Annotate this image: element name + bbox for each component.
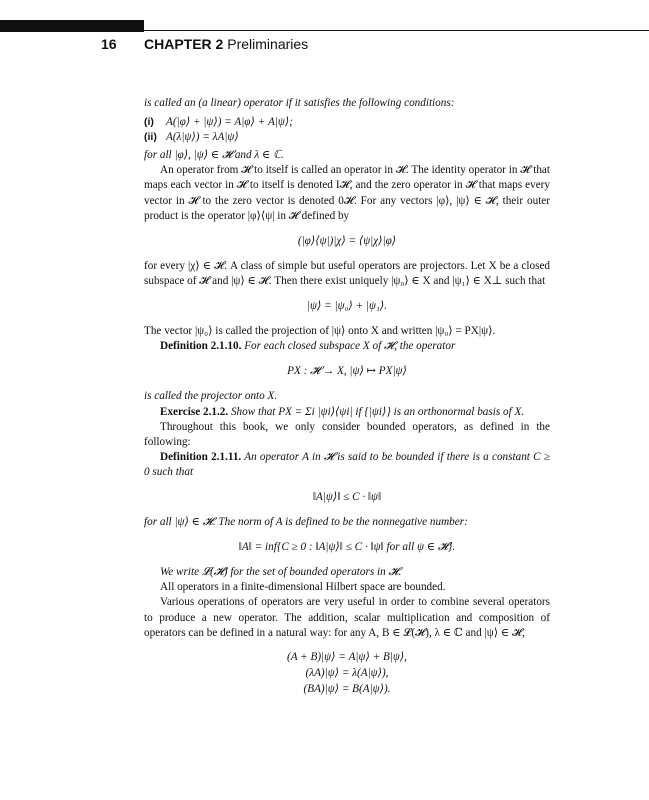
chapter-title: Preliminaries [227,36,309,52]
exercise-2-1-2 [144,405,550,420]
definition-2-1-11 [144,450,550,480]
paragraph-projectors: for every |χ⟩ ∈ 𝓗. A class of simple but useful operators are projectors. Let X be a closed subspace of 𝓗 and |ψ⟩ ∈ 𝓗. Then there exist uniquely |ψ₀⟩ ∈ X and |ψ₁⟩ ∈ X⊥ such that [144,259,550,287]
exercise-2-1-2-label: Exercise 2.1.2. [160,405,229,418]
equation-bound: ‖A|ψ⟩‖ ≤ C · ‖ψ‖ [312,490,382,503]
equation-decomposition: |ψ⟩ = |ψ₀⟩ + |ψ₁⟩. [306,300,388,313]
condition-1-formula: A(|φ⟩ + |ψ⟩) = A|φ⟩ + A|ψ⟩; [166,116,293,129]
definition-2-1-11-norm: for all |ψ⟩ ∈ 𝓗. The norm of A is defined to be the nonnegative number: [144,516,468,529]
condition-2-label: (ii) [144,131,157,144]
paragraph-finite-dim: All operators in a finite-dimensional Hilbert space are bounded. [160,581,446,594]
definition-2-1-10-label: Definition 2.1.10. [160,340,242,353]
equation-addition: (A + B)|ψ⟩ = A|ψ⟩ + B|ψ⟩, [287,650,407,663]
equation-scalar: (λA)|ψ⟩ = λ(A|ψ⟩), [305,666,389,679]
paragraph-operations: Various operations of operators are very useful in order to combine several operators to produce a new operator. The addition, scalar multiplication and composition of operators can be defined in a natural way: for any A, B ∈ 𝓛(𝓗), λ ∈ ℂ and |ψ⟩ ∈ 𝓗, [144,596,550,639]
header-rule [144,30,649,31]
condition-1 [144,115,550,130]
condition-list [144,115,550,145]
condition-2-formula: A(λ|ψ⟩) = λA|ψ⟩ [166,131,239,144]
definition-2-1-10-end: is called the projector onto X. [144,390,278,403]
page-number: 16 [101,36,117,52]
paragraph-bounded: Throughout this book, we only consider bounded operators, as defined in the following: [144,420,550,448]
running-head [144,36,308,52]
equation-composition: (BA)|ψ⟩ = B(A|ψ⟩). [303,682,391,695]
definition-2-1-11-text: An operator A in 𝓗 is said to be bounded if there is a constant C ≥ 0 such that [144,450,550,478]
definition-2-1-10-text: For each closed subspace X of 𝓗, the operator [244,340,456,353]
equation-operations [144,649,550,697]
condition-2 [144,130,550,145]
definition-2-1-11-label: Definition 2.1.11. [160,450,242,463]
exercise-2-1-2-text: Show that PX = Σi |ψi⟩⟨ψi| if {|ψi⟩} is an orthonormal basis of X. [230,405,525,418]
intro-text: is called an (a linear) operator if it satisfies the following conditions: [144,97,455,109]
chapter-label: CHAPTER 2 [144,36,224,52]
paragraph-operators: An operator from 𝓗 to itself is called an operator in 𝓗. The identity operator in 𝓗 that maps each vector in 𝓗 to itself is denoted I𝓗, and the zero operator in 𝓗 that maps every vector in 𝓗 to the zero vector is denoted 0𝓗. For any vectors |φ⟩, |ψ⟩ ∈ 𝓗, their outer product is the operator |φ⟩⟨ψ| in 𝓗 defined by [144,164,550,222]
page-body [144,96,550,697]
definition-2-1-11-end: We write 𝓛(𝓗) for the set of bounded operators in 𝓗. [160,566,402,579]
condition-1-label: (i) [144,116,154,129]
quantifier-text: for all |φ⟩, |ψ⟩ ∈ 𝓗 and λ ∈ ℂ. [144,149,284,162]
header-bar [0,20,144,32]
equation-norm: ‖A‖ = inf{C ≥ 0 : ‖A|ψ⟩‖ ≤ C · ‖ψ‖ for all ψ ∈ 𝓗}. [238,541,456,554]
equation-projector: PX : 𝓗 → X, |ψ⟩ ↦ PX|ψ⟩ [287,365,407,378]
paragraph-projection: The vector |ψ₀⟩ is called the projection of |ψ⟩ onto X and written |ψ₀⟩ = PX|ψ⟩. [144,325,496,338]
equation-outer-product: (|φ⟩⟨ψ|)|χ⟩ = ⟨ψ|χ⟩|φ⟩ [297,234,397,247]
definition-2-1-10 [144,339,550,354]
